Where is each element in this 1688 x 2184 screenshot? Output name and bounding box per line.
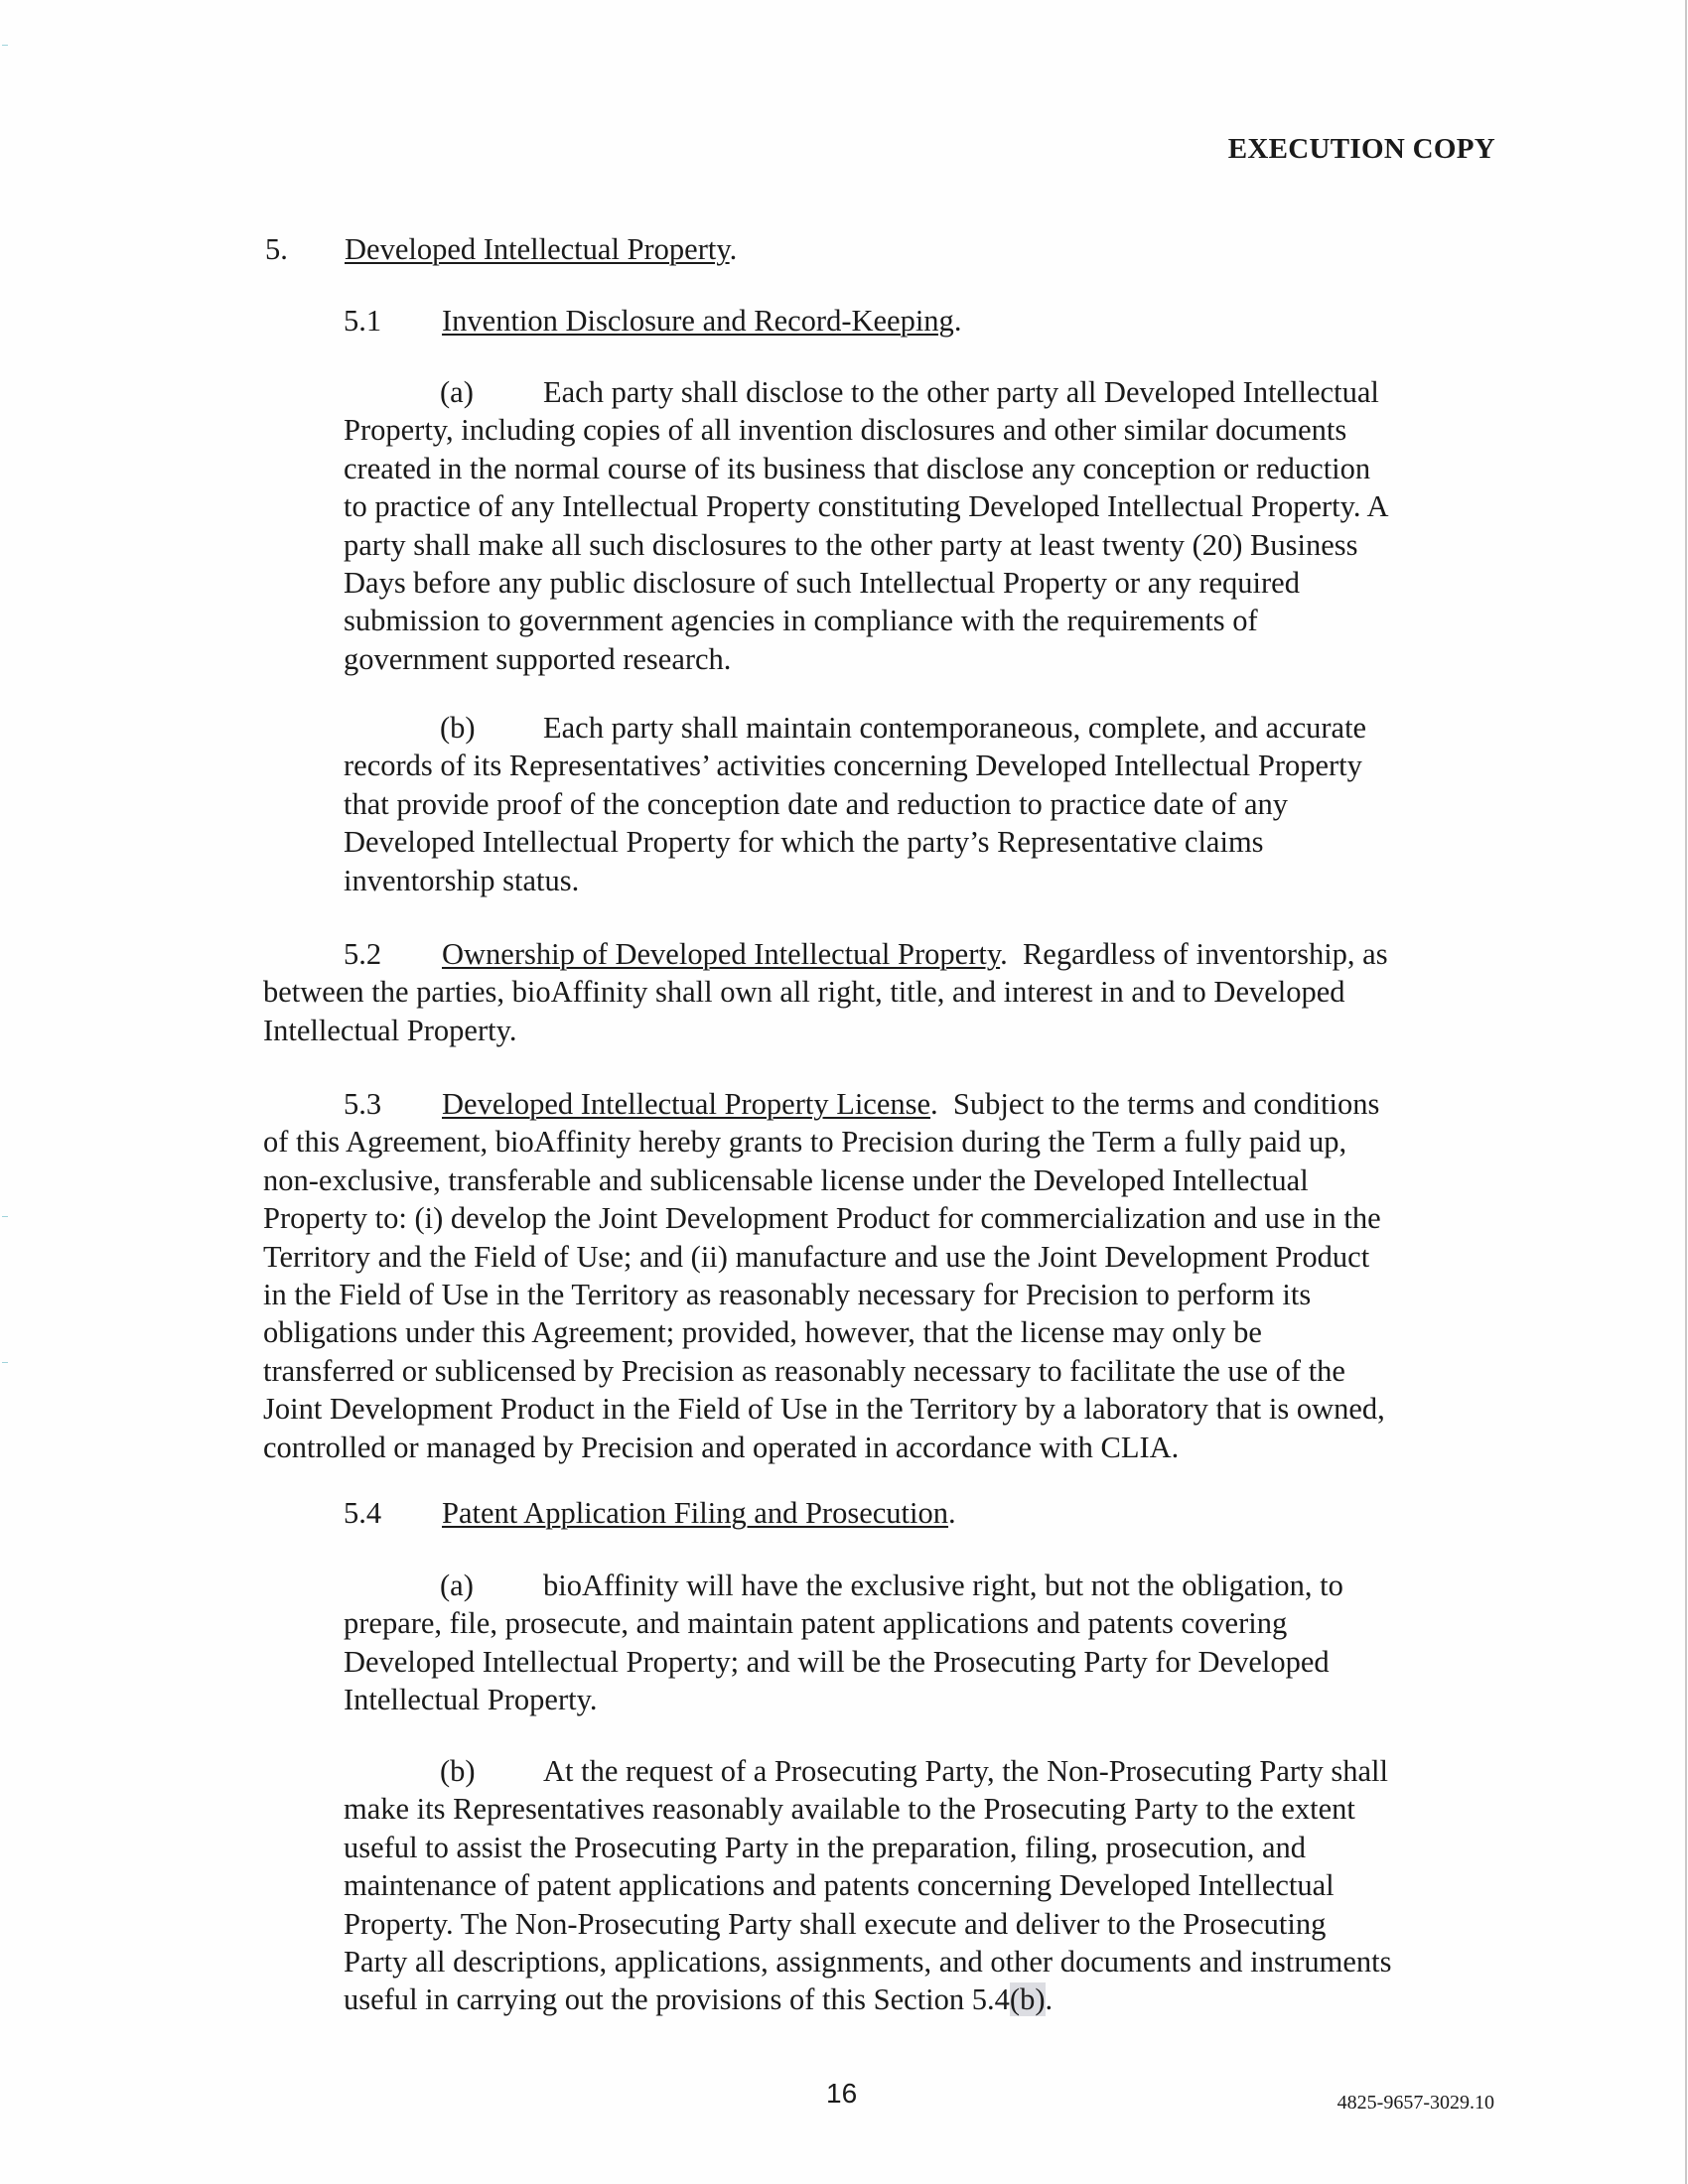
section-number: 5.2 <box>344 937 382 971</box>
section-title: Invention Disclosure and Record-Keeping <box>442 304 954 338</box>
section-number: 5.4 <box>344 1496 382 1530</box>
clause-label: (a) <box>440 1569 474 1602</box>
section-title: Developed Intellectual Property <box>345 232 730 266</box>
paragraph-5-2: 5.2 Ownership of Developed Intellectual Property. Regardless of inventorship, as between the parties, bioAffinity shall own all right, title, and interest in and to Developed Intellectual Property. <box>263 937 1388 1047</box>
section-5-1-heading: 5.1 Invention Disclosure and Record-Keeping. <box>344 302 961 340</box>
page-number: 16 <box>826 2078 858 2109</box>
scan-artifact <box>2 45 8 46</box>
paragraph-5-3: 5.3 Developed Intellectual Property License. Subject to the terms and conditions of this Agreement, bioAffinity hereby grants to Precision during the Term a fully paid up, non-exclusive, transferable and sublicensable license under the Developed Intellectual Property to: (i) develop the Joint Development Product for commercialization and use in the Territory and the Field of Use; and (ii) manufacture and use the Joint Development Product in the Field of Use in the Territory as reasonably necessary for Precision to perform its obligations under this Agreement; provided, however, that the license may only be transferred or sublicensed by Precision as reasonably necessary to facilitate the use of the Joint Development Product in the Field of Use in the Territory by a laboratory that is owned, controlled or managed by Precision and operated in accordance with CLIA. <box>263 1087 1385 1464</box>
section-title: Ownership of Developed Intellectual Property <box>442 937 1001 971</box>
section-title: Developed Intellectual Property License <box>442 1087 931 1121</box>
paragraph-5-1-a: (a) Each party shall disclose to the other party all Developed Intellectual Property, including copies of all invention disclosures and other similar documents created in the normal course of its business that disclose any conception or reduction to practice of any Intellectual Property constituting Developed Intellectual Property. A party shall make all such disclosures to the other party at least twenty (20) Business Days before any public disclosure of such Intellectual Property or any required submission to government agencies in compliance with the requirements of government supported research. <box>344 375 1389 676</box>
section-number: 5.1 <box>344 304 382 338</box>
clause-label: (a) <box>440 375 474 409</box>
section-number: 5.3 <box>344 1087 382 1121</box>
document-id: 4825-9657-3029.10 <box>1336 2092 1494 2114</box>
execution-copy-header: EXECUTION COPY <box>1227 133 1495 165</box>
paragraph-5-4-b: (b) At the request of a Prosecuting Party, the Non-Prosecuting Party shall make its Representatives reasonably available to the Prosecuting Party to the extent useful to assist the Prosecuting Party in the preparation, filing, prosecution, and maintenance of patent applications and patents concerning Developed Intellectual Property. The Non-Prosecuting Party shall execute and deliver to the Prosecuting Party all descriptions, applications, assignments, and other documents and instruments useful in carrying out the provisions of this Section 5.4(b). <box>344 1754 1392 2017</box>
scan-artifact <box>2 1362 8 1363</box>
section-title: Patent Application Filing and Prosecution <box>442 1496 948 1530</box>
section-number: 5. <box>265 232 288 266</box>
section-5-heading: 5. Developed Intellectual Property. <box>265 230 737 268</box>
clause-label: (b) <box>440 711 476 745</box>
section-5-4-heading: 5.4 Patent Application Filing and Prosecution. <box>344 1494 956 1532</box>
page-edge-line <box>1685 0 1687 2184</box>
section-reference-highlight: (b) <box>1009 1982 1046 2017</box>
clause-label: (b) <box>440 1754 476 1788</box>
paragraph-5-1-b: (b) Each party shall maintain contemporaneous, complete, and accurate records of its Representatives’ activities concerning Developed Intellectual Property that provide proof of the conception date and reduction to practice date of any Developed Intellectual Property for which the party’s Representative claims inventorship status. <box>344 711 1367 897</box>
paragraph-5-4-a: (a) bioAffinity will have the exclusive right, but not the obligation, to prepare, file, prosecute, and maintain patent applications and patents covering Developed Intellectual Property; and will be the Prosecuting Party for Developed Intellectual Property. <box>344 1569 1343 1717</box>
scan-artifact <box>2 1216 8 1217</box>
